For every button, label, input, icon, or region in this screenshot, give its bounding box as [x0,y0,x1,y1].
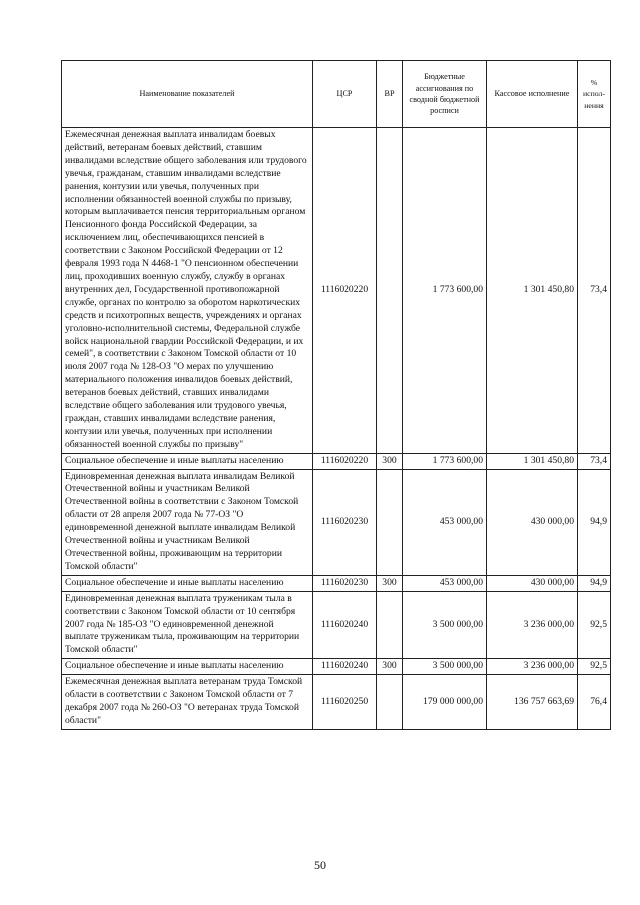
table-row [62,591,611,659]
row-percent: 92,5 [578,591,611,659]
row-percent: 73,4 [578,453,611,469]
row-vr [377,469,403,575]
row-cash: 430 000,00 [487,469,578,575]
row-csr: 1116020230 [313,575,377,591]
row-csr: 1116020230 [313,469,377,575]
row-percent: 94,9 [578,469,611,575]
row-budget: 3 500 000,00 [403,591,487,659]
row-name: Единовременная денежная выплата труженикам тыла в соответствии с Законом Томской области от 10 сентября 2007 года № 185-ОЗ "О единовременной денежной выплате труженикам тыла, проживающим на территории Томской области" [62,591,313,659]
row-csr: 1116020220 [313,453,377,469]
row-percent: 73,4 [578,128,611,454]
row-csr: 1116020250 [313,675,377,730]
table-row [62,453,611,469]
row-percent: 94,9 [578,575,611,591]
header-budget: Бюджетные ассигнования по сводной бюджетной росписи [403,61,487,128]
row-percent: 76,4 [578,675,611,730]
row-cash: 3 236 000,00 [487,591,578,659]
row-cash: 3 236 000,00 [487,659,578,675]
row-budget: 453 000,00 [403,469,487,575]
row-name: Ежемесячная денежная выплата инвалидам боевых действий, ветеранам боевых действий, ставшим инвалидами вследствие общего заболевания или трудового увечья, гражданам, ставшим инвалидами вследствие ранения, контузии или увечья, полученных при исполнении обязанностей военной службы по призыву, которым выплачивается пенсия территориальным органом Пенсионного фонда Российской Федерации, за исключением лиц, обеспечивающихся пенсией в соответствии с Законом Российской Федерации от 12 февраля 1993 года N 4468-1 "О пенсионном обеспечении лиц, проходивших военную службу, службу в органах внутренних дел, Государственной противопожарной службе, органах по контролю за оборотом наркотических средств и психотропных веществ, учреждениях и органах уголовно-исполнительной системы, Федеральной службе войск национальной гвардии Российской Федерации, и их семей", в соответствии с Законом Томской области от 10 июля 2007 года № 128-ОЗ "О мерах по улучшению материального положения инвалидов боевых действий, ветеранов боевых действий, ставших инвалидами вследствие общего заболевания или трудового увечья, граждан, ставших инвалидами вследствие ранения, контузии или увечья, полученных при исполнении обязанностей военной службы по призыву" [62,128,313,454]
row-vr: 300 [377,659,403,675]
row-vr: 300 [377,575,403,591]
row-vr [377,128,403,454]
row-percent: 92,5 [578,659,611,675]
table-header-row [62,61,611,128]
row-budget: 1 773 600,00 [403,128,487,454]
row-vr [377,591,403,659]
table-row [62,469,611,575]
row-name: Единовременная денежная выплата инвалидам Великой Отечественной войны и участникам Великой Отечественной войны в соответствии с Законом Томской области от 28 апреля 2007 года № 77-ОЗ "О единовременной денежной выплате инвалидам Великой Отечественной войны и участникам Великой Отечественной войны, проживающим на территории Томской области" [62,469,313,575]
row-budget: 3 500 000,00 [403,659,487,675]
header-vr: ВР [377,61,403,128]
table-row [62,659,611,675]
row-cash: 1 301 450,80 [487,128,578,454]
row-vr [377,675,403,730]
row-cash: 136 757 663,69 [487,675,578,730]
page-number: 50 [314,858,326,872]
row-name: Социальное обеспечение и иные выплаты населению [62,659,313,675]
row-cash: 1 301 450,80 [487,453,578,469]
row-name: Социальное обеспечение и иные выплаты населению [62,575,313,591]
header-cash: Кассовое исполнение [487,61,578,128]
header-percent: % испол-нения [578,61,611,128]
budget-execution-table [61,60,611,730]
row-csr: 1116020240 [313,591,377,659]
row-cash: 430 000,00 [487,575,578,591]
header-name: Наименование показателей [62,61,313,128]
row-budget: 1 773 600,00 [403,453,487,469]
row-csr: 1116020220 [313,128,377,454]
row-vr: 300 [377,453,403,469]
row-name: Социальное обеспечение и иные выплаты населению [62,453,313,469]
table-row [62,128,611,454]
row-budget: 179 000 000,00 [403,675,487,730]
row-name: Ежемесячная денежная выплата ветеранам труда Томской области в соответствии с Законом Томской области от 7 декабря 2007 года № 260-ОЗ "О ветеранах труда Томской области" [62,675,313,730]
table-row [62,675,611,730]
row-csr: 1116020240 [313,659,377,675]
header-csr: ЦСР [313,61,377,128]
table-row [62,575,611,591]
row-budget: 453 000,00 [403,575,487,591]
